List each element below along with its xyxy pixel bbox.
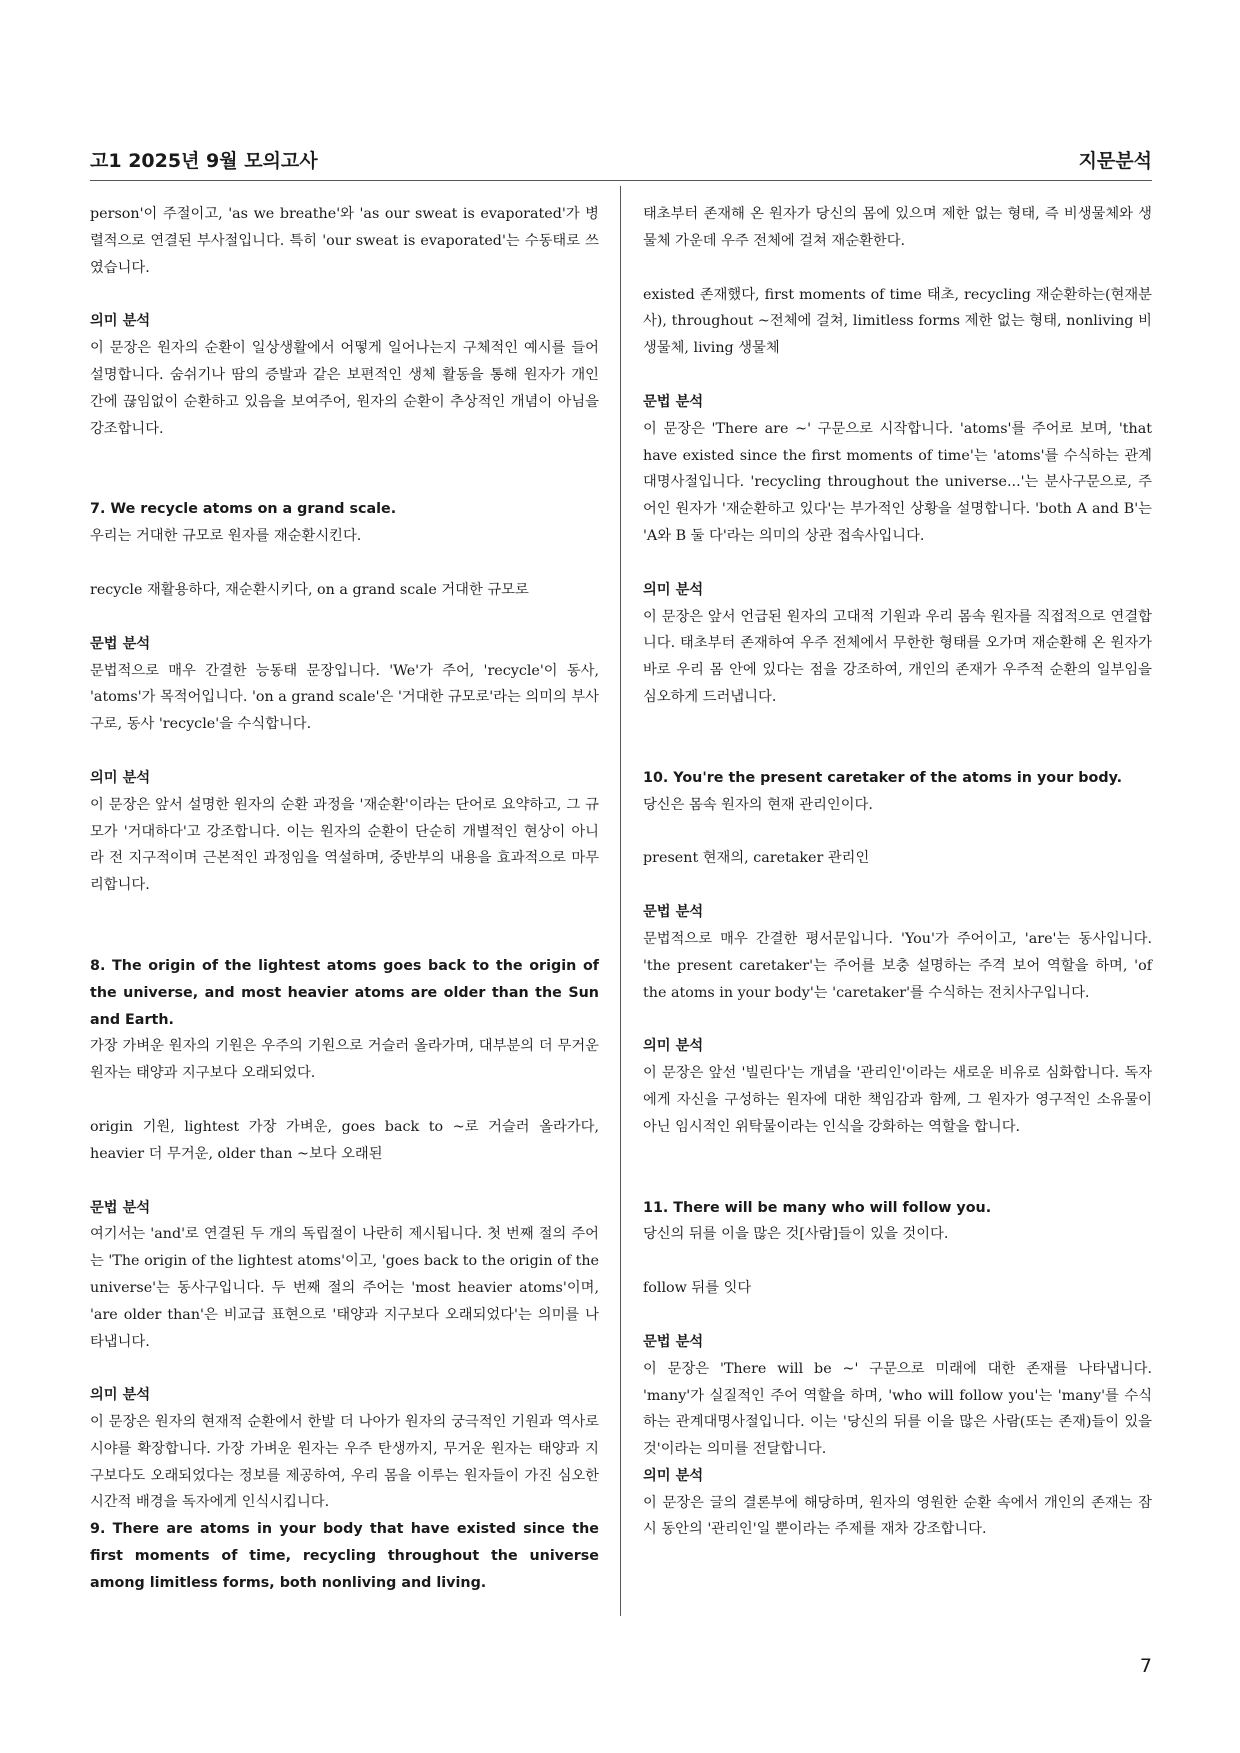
grammar-heading: 문법 분석 [643, 393, 704, 410]
sentence-9: 9. There are atoms in your body that have existed since the first moments of time, recycling throughout the universe among limitless forms, both nonliving and living. [90, 1521, 599, 1591]
grammar-11: 이 문장은 'There will be ~' 구문으로 미래에 대한 존재를 나타냅니다. 'many'가 실질적인 주어 역할을 하며, 'who will follow you'는 'many'를 수식하는 관계대명사절입니다. 이는 '당신의 뒤를 이을 많은 사람(또는 존재)들이 있을 것'이라는 의미를 전달합니다. [643, 1360, 1152, 1458]
vocab-11: follow 뒤를 잇다 [643, 1280, 752, 1297]
sentence-7: 7. We recycle atoms on a grand scale. [90, 501, 397, 518]
grammar-8: 여기서는 'and'로 연결된 두 개의 독립절이 나란히 제시됩니다. 첫 번째 절의 주어는 'The origin of the lightest atoms'이고, 'goes back to the origin of the universe'는 동사구입니다. 두 번째 절의 주어는 'most heavier atoms'이며, 'are older than'은 비교급 표현으로 '태양과 지구보다 오래되었다'는 의미를 나타냅니다. [90, 1226, 599, 1350]
meaning-10: 이 문장은 앞선 '빌린다'는 개념을 '관리인'이라는 새로운 비유로 심화합니다. 독자에게 자신을 구성하는 원자에 대한 책임감과 함께, 그 원자가 영구적인 소유물이 아닌 임시적인 위탁물이라는 인식을 강화하는 역할을 합니다. [643, 1065, 1152, 1135]
grammar-7: 문법적으로 매우 간결한 능동태 문장입니다. 'We'가 주어, 'recycle'이 동사, 'atoms'가 목적어입니다. 'on a grand scale'은 '거대한 규모로'라는 의미의 부사구로, 동사 'recycle'을 수식합니다. [90, 662, 599, 733]
meaning-11: 이 문장은 글의 결론부에 해당하며, 원자의 영원한 순환 속에서 개인의 존재는 잠시 동안의 '관리인'일 뿐이라는 주제를 재차 강조합니다. [643, 1494, 1152, 1538]
section-title: 지문분석 [1078, 150, 1152, 172]
grammar-heading: 문법 분석 [643, 1333, 704, 1350]
exam-title: 고1 2025년 9월 모의고사 [90, 150, 318, 172]
grammar-10: 문법적으로 매우 간결한 평서문입니다. 'You'가 주어이고, 'are'는 동사입니다. 'the present caretaker'는 주어를 보충 설명하는 주격 보어 역할을 하며, 'of the atoms in your body'는 'caretaker'를 수식하는 전치사구입니다. [643, 930, 1152, 1001]
vocab-8: origin 기원, lightest 가장 가벼운, goes back to ~로 거슬러 올라가다, heavier 더 무거운, older than ~보다 오래된 [90, 1118, 599, 1162]
column-divider [620, 186, 621, 1616]
sentence-11: 11. There will be many who will follow you. [643, 1199, 992, 1216]
continued-grammar-text: person'이 주절이고, 'as we breathe'와 'as our sweat is evaporated'가 병렬적으로 연결된 부사절입니다. 특히 'our sweat is evaporated'는 수동태로 쓰였습니다. [90, 206, 599, 276]
translation-11: 당신의 뒤를 이을 많은 것[사람]들이 있을 것이다. [643, 1226, 949, 1243]
right-column [643, 201, 1152, 1543]
sentence-8: 8. The origin of the lightest atoms goes back to the origin of the universe, and most heavier atoms are older than the Sun and Earth. [90, 957, 599, 1028]
vocab-7: recycle 재활용하다, 재순환시키다, on a grand scale 거대한 규모로 [90, 581, 529, 598]
translation-7: 우리는 거대한 규모로 원자를 재순환시킨다. [90, 528, 362, 545]
meaning-text: 이 문장은 원자의 순환이 일상생활에서 어떻게 일어나는지 구체적인 예시를 들어 설명합니다. 숨쉬기나 땀의 증발과 같은 보편적인 생체 활동을 통해 원자가 개인 간에 끊임없이 순환하고 있음을 보여주어, 원자의 순환이 추상적인 개념이 아님을 강조합니다. [90, 340, 599, 437]
left-column [90, 201, 599, 1597]
vocab-9: existed 존재했다, first moments of time 태초, recycling 재순환하는(현재분사), throughout ~전체에 걸쳐, limitless forms 제한 없는 형태, nonliving 비생물체, living 생물체 [643, 286, 1152, 357]
page-number: 7 [1139, 1655, 1152, 1677]
grammar-heading: 문법 분석 [643, 904, 704, 921]
page-header [90, 146, 1152, 184]
meaning-7: 이 문장은 앞서 설명한 원자의 순환 과정을 '재순환'이라는 단어로 요약하고, 그 규모가 '거대하다'고 강조합니다. 이는 원자의 순환이 단순히 개별적인 현상이 아니라 전 지구적이며 근본적인 과정임을 역설하며, 중반부의 내용을 효과적으로 마무리합니다. [90, 796, 599, 894]
meaning-heading: 의미 분석 [90, 313, 151, 330]
meaning-heading: 의미 분석 [90, 1387, 151, 1404]
grammar-heading: 문법 분석 [90, 1199, 151, 1216]
grammar-9: 이 문장은 'There are ~' 구문으로 시작합니다. 'atoms'를 주어로 보며, 'that have existed since the first moments of time'는 'atoms'를 수식하는 관계대명사절입니다. 'recycling throughout the universe...'는 분사구문으로, 주어인 원자가 '재순환하고 있다'는 부가적인 상황을 설명합니다. 'both A and B'는 'A와 B 둘 다'라는 의미의 상관 접속사입니다. [643, 420, 1152, 544]
grammar-heading: 문법 분석 [90, 635, 151, 652]
meaning-heading: 의미 분석 [90, 769, 151, 786]
sentence-10: 10. You're the present caretaker of the atoms in your body. [643, 769, 1123, 786]
header-rule [90, 180, 1152, 181]
meaning-9: 이 문장은 앞서 언급된 원자의 고대적 기원과 우리 몸속 원자를 직접적으로 연결합니다. 태초부터 존재하여 우주 전체에서 무한한 형태를 오가며 재순환해 온 원자가 바로 우리 몸 안에 있다는 점을 강조하여, 개인의 존재가 우주적 순환의 일부임을 심오하게 드러냅니다. [643, 608, 1152, 705]
vocab-10: present 현재의, caretaker 관리인 [643, 850, 870, 867]
translation-10: 당신은 몸속 원자의 현재 관리인이다. [643, 796, 873, 813]
meaning-heading: 의미 분석 [643, 581, 704, 598]
translation-8: 가장 가벼운 원자의 기원은 우주의 기원으로 거슬러 올라가며, 대부분의 더 무거운 원자는 태양과 지구보다 오래되었다. [90, 1038, 599, 1082]
meaning-8: 이 문장은 원자의 현재적 순환에서 한발 더 나아가 원자의 궁극적인 기원과 역사로 시야를 확장합니다. 가장 가벼운 원자는 우주 탄생까지, 무거운 원자는 태양과 지구보다도 오래되었다는 정보를 제공하여, 우리 몸을 이루는 원자들이 가진 심오한 시간적 배경을 독자에게 인식시킵니다. [90, 1414, 599, 1511]
translation-9: 태초부터 존재해 온 원자가 당신의 몸에 있으며 제한 없는 형태, 즉 비생물체와 생물체 가운데 우주 전체에 걸쳐 재순환한다. [643, 206, 1152, 249]
meaning-heading: 의미 분석 [643, 1467, 704, 1484]
meaning-heading: 의미 분석 [643, 1038, 704, 1055]
